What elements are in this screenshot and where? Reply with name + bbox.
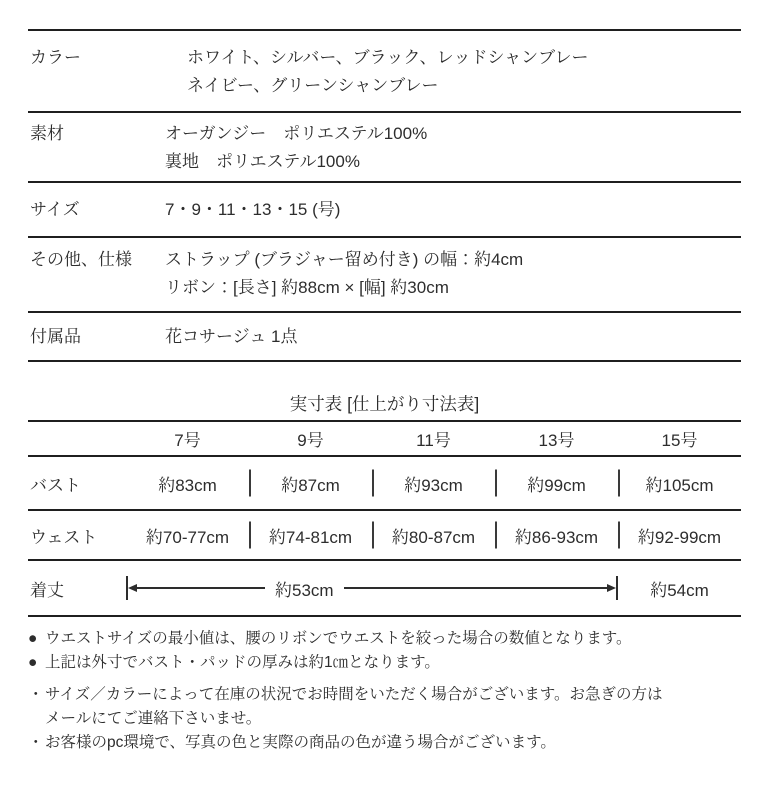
note-stock-delay	[28, 683, 741, 731]
spec-label-size: サイズ	[30, 200, 80, 219]
spec-value-size	[165, 196, 741, 224]
waist-value: 約80-87cm	[372, 511, 495, 559]
arrow-line	[344, 587, 607, 589]
note-bust-pad	[28, 651, 741, 675]
spec-value-line: ホワイト、シルバー、ブラック、レッドシャンブレー	[187, 48, 589, 67]
column-header-size7: 7号	[174, 431, 201, 450]
middle-dot-bullet-icon: ・	[28, 734, 44, 751]
note-text: お客様のpc環境で、写真の色と実際の商品の色が違う場合がございます。	[45, 734, 556, 751]
spec-value-line: 7・9・11・13・15 (号)	[165, 200, 341, 219]
spec-label-color: カラー	[30, 48, 81, 67]
length-value-sizes7-13: 約53cm	[275, 580, 334, 600]
bust-value: 約93cm	[372, 457, 495, 509]
spec-row-size	[28, 181, 741, 236]
spec-value-accessories	[165, 323, 741, 351]
bust-value: 約87cm	[249, 457, 372, 509]
note-waist-minimum	[28, 627, 741, 651]
note-text	[45, 683, 741, 731]
bust-value: 約83cm	[158, 475, 217, 495]
spec-row-accessories	[28, 311, 741, 360]
bust-value: 約99cm	[495, 457, 618, 509]
column-header-size13: 13号	[538, 431, 575, 450]
arrow-left-head-icon	[128, 584, 137, 592]
spec-label-accessories: 付属品	[30, 327, 81, 346]
spec-value-line: 裏地 ポリエステル100%	[165, 152, 360, 171]
note-text-line: メールにてご連絡下さいませ。	[45, 710, 262, 727]
filled-circle-bullet-icon: ●	[28, 630, 38, 647]
note-color-difference	[28, 731, 741, 755]
note-text: 上記は外寸でバスト・パッドの厚みは約1㎝となります。	[45, 654, 440, 671]
spec-value-other-specs	[165, 246, 741, 302]
notes-section	[28, 627, 741, 755]
length-value-size15: 約54cm	[650, 580, 709, 600]
spec-value-material	[165, 120, 741, 176]
column-header-size11: 11号	[416, 431, 451, 450]
middle-dot-bullet-icon: ・	[28, 686, 44, 703]
waist-value: 約86-93cm	[495, 511, 618, 559]
product-spec-sheet	[0, 29, 770, 799]
column-header-size15: 15号	[661, 431, 698, 450]
spec-value-line: ネイビー、グリーンシャンブレー	[187, 76, 439, 95]
spec-value-line: オーガンジー ポリエステル100%	[165, 124, 428, 143]
spec-label-other-specs: その他、仕様	[30, 250, 132, 269]
table-row-waist	[28, 511, 741, 561]
row-label-bust: バスト	[30, 475, 81, 495]
bust-value: 約105cm	[618, 457, 741, 509]
length-span-arrow	[126, 561, 618, 615]
arrow-line	[137, 587, 265, 589]
spec-row-material	[28, 111, 741, 181]
spec-table	[28, 29, 741, 362]
filled-circle-bullet-icon: ●	[28, 654, 38, 671]
spec-value-line: リボン：[長さ] 約88cm × [幅] 約30cm	[165, 278, 449, 297]
column-header-size9: 9号	[297, 431, 324, 450]
spec-label-material: 素材	[30, 124, 64, 143]
spec-row-color	[28, 29, 741, 111]
size-table	[28, 420, 741, 617]
row-label-waist: ウェスト	[30, 527, 98, 547]
note-text: ウエストサイズの最小値は、腰のリボンでウエストを絞った場合の数値となります。	[45, 630, 632, 647]
spec-value-line: 花コサージュ 1点	[165, 327, 298, 346]
row-label-length: 着丈	[30, 580, 64, 600]
spec-value-line: ストラップ (ブラジャー留め付き) の幅：約4cm	[165, 250, 524, 269]
spec-value-color	[165, 44, 741, 100]
arrow-right-head-icon	[607, 584, 616, 592]
waist-value: 約92-99cm	[618, 511, 741, 559]
table-row-bust	[28, 457, 741, 511]
waist-value: 約70-77cm	[145, 527, 230, 547]
size-table-title: 実寸表 [仕上がり寸法表]	[289, 394, 480, 414]
table-row-length	[28, 561, 741, 617]
spec-row-other-specs	[28, 236, 741, 311]
waist-value: 約74-81cm	[249, 511, 372, 559]
note-text-line: サイズ／カラーによって在庫の状況でお時間をいただく場合がございます。お急ぎの方は	[45, 686, 663, 703]
size-table-header-row	[28, 422, 741, 457]
